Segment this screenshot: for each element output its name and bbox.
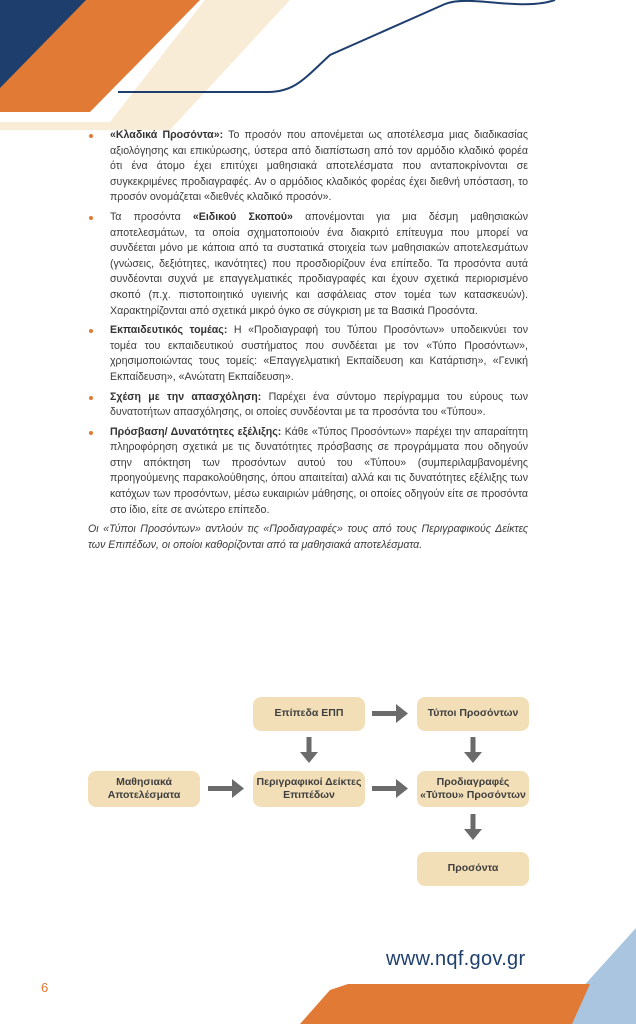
page-number: 6 xyxy=(41,980,49,995)
box-label: Επιπέδων xyxy=(283,789,335,801)
arrow-right-icon xyxy=(208,779,244,798)
summary-note: Οι «Τύποι Προσόντων» αντλούν τις «Προδιαγραφές» τους από τους Περιγραφικούς Δείκτες των Επιπέδων, οι οποίοι καθορίζονται από τα μαθησιακά αποτελέσματα. xyxy=(88,523,528,551)
term-label: Πρόσβαση/ Δυνατότητες εξέλιξης: xyxy=(110,425,282,438)
arrow-right-icon xyxy=(372,779,408,798)
term-label: Εκπαιδευτικός τομέας: xyxy=(110,324,228,337)
box-label: Προδιαγραφές xyxy=(436,775,510,788)
box-label: Προσόντα xyxy=(447,862,499,875)
definition-text: Κάθε «Τύπος Προσόντων» παρέχει την απαραίτητη πληροφόρηση σχετικά με τις δυνατότητες πρόσβασης σε προγράμματα που οδηγούν στην απόκτηση των προσόντων αυτού του «Τύπου» (συμπεριλαμβανομένης προηγούμενης παρακολούθησης, όπου απαιτείται) αλλά και τις δυνατότητες εξέλιξης των κατόχων των προσόντων, μέσω ευκαιριών μάθησης, οι οποίες οδηγούν είτε σε προσόντα στο ίδιο, είτε σε ανώτερο επίπεδο. xyxy=(110,425,529,516)
definition-text: Η «Προδιαγραφή του Τύπου Προσόντων» υποδεικνύει τον τομέα του εκπαιδευτικού συστήματος που συνδέεται με τον «Τύπο Προσόντων», χρησιμοποιώντας τους τομείς: «Επαγγελματική Εκπαίδευση και Κατάρτιση», «Γενική Εκπαίδευση», «Ανώτατη Εκπαίδευση». xyxy=(110,324,529,383)
arrow-right-icon xyxy=(372,704,408,723)
definition-text: απονέμονται για μια δέσμη μαθησιακών αποτελεσμάτων, τα οποία σχηματοποιούν ένα διακριτό επίτευγμα που μπορεί να συνδέεται μόνο με κάποια από τα συστατικά στοιχεία των μαθησιακών αποτελεσμάτων (γνώσεις, δεξιότητες, ικανότητες) που προσδιορίζουν ένα επίπεδο. Τα προσόντα αυτά συνδέονται συχνά με επαγγελματικές προδιαγραφές και έχουν σχετικά περιορισμένο σκοπό (π.χ. πιστοποιητικό υγιεινής και ασφάλειας στον τομέα των κατασκευών). Χαρακτηρίζονται από σχετικά μικρό όγκο σε σύγκριση με τα Βασικά Προσόντα. xyxy=(110,210,529,317)
definition-text: Παρέχει ένα σύντομο περίγραμμα του εύρους των δυνατοτήτων απασχόλησης, οι οποίες συνδέονται με τα προσόντα του «Τύπου». xyxy=(110,390,528,419)
box-label: Περιγραφικοί Δείκτες xyxy=(256,775,362,788)
definition-text: Το προσόν που απονέμεται ως αποτέλεσμα μιας διαδικασίας αξιολόγησης και επικύρωσης, ύστερα από διαπίστωση από τον αρμόδιο κλαδικό φορέα ότι ένα άτομο έχει επιτύχει μαθησιακά αποτελέσματα που ανταποκρίνονται σε συγκεκριμένες προδιαγραφές. Αν ο αρμόδιος κλαδικός φορέας έχει διεθνή υπόσταση, το προσόν ονομάζεται «διεθνές κλαδικό προσόν». xyxy=(110,129,528,204)
term-label: «Κλαδικά Προσόντα»: xyxy=(110,129,224,141)
term-label: «Ειδικού Σκοπού» xyxy=(192,210,293,223)
term-label: Σχέση με την απασχόληση: xyxy=(110,390,262,403)
arrow-down-icon xyxy=(464,814,482,840)
definition-prefix: Τα προσόντα xyxy=(110,210,193,223)
arrow-down-icon xyxy=(464,737,482,763)
box-label: «Τύπου» Προσόντων xyxy=(420,789,526,801)
box-label: Αποτελέσματα xyxy=(107,789,181,801)
website-url: www.nqf.gov.gr xyxy=(386,948,526,970)
arrow-down-icon xyxy=(300,737,318,763)
box-label: Μαθησιακά xyxy=(116,775,172,788)
box-label: Επίπεδα ΕΠΠ xyxy=(274,707,344,720)
box-label: Τύποι Προσόντων xyxy=(427,707,519,720)
